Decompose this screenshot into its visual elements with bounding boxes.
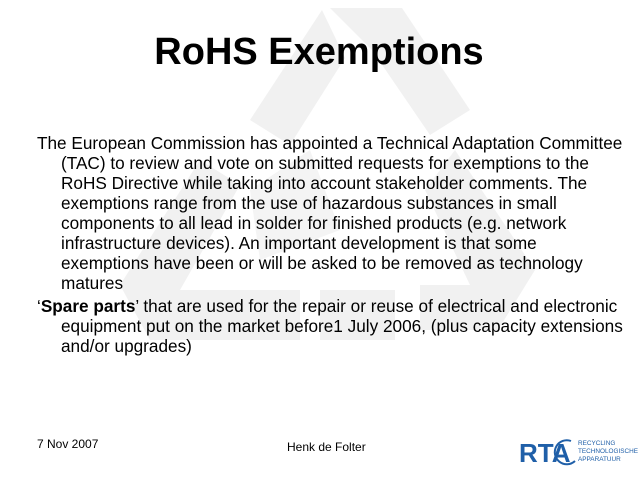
body-paragraph-spare-parts — [37, 296, 626, 356]
spare-parts-description: ’ that are used for the repair or reuse of electrical and electronic equipment put on the market before1 July 2006, (plus capacity extensions and/or upgrades) — [61, 296, 623, 356]
footer-date: 7 Nov 2007 — [37, 437, 99, 451]
footer-author: Henk de Folter — [287, 440, 366, 454]
spare-parts-term: Spare parts — [40, 296, 136, 316]
logo-line-2: TECHNOLOGISCHE — [578, 448, 638, 455]
logo-line-3: APPARATUUR — [578, 456, 621, 463]
open-quote: ‘ — [37, 296, 41, 316]
slide-title: RoHS Exemptions — [154, 31, 484, 73]
logo-wordmark: RTA — [519, 438, 571, 468]
body-paragraph-tac: The European Commission has appointed a Technical Adaptation Committee (TAC) to review and vote on submitted requests for exemptions to the RoHS Directive while taking into account stakeholder comments. The exemptions range from the use of hazardous substances in small components to all lead in solder for finished products (e.g. network infrastructure devices). An important development is that some exemptions have been or will be asked to be removed as technology matures — [37, 133, 623, 293]
logo-line-1: RECYCLING — [578, 440, 616, 447]
rta-logo — [519, 433, 638, 469]
